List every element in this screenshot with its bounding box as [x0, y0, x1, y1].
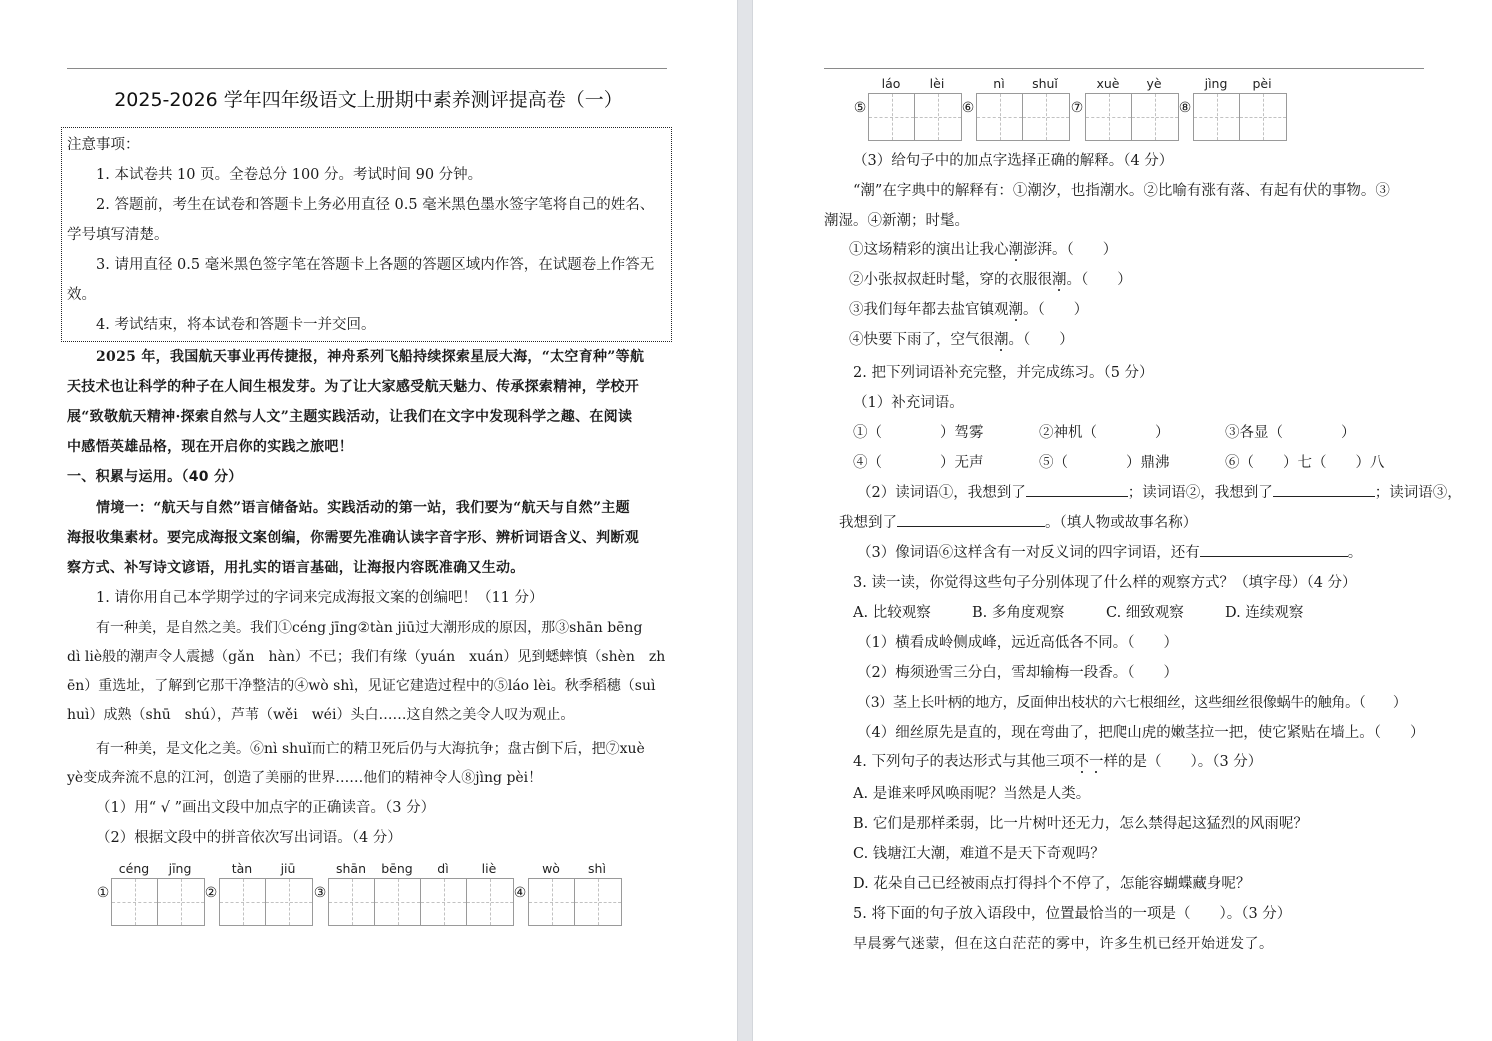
pinyin-label: jiū: [280, 861, 296, 876]
writing-grid[interactable]: [219, 878, 313, 926]
passage-line: yè变成奔流不息的江河，创造了美丽的世界……他们的精神令人⑧jìng pèi！: [67, 770, 543, 786]
notice-item: 效。: [67, 287, 96, 303]
sentence-item: [849, 270, 1132, 290]
emphasized-char: 潮: [994, 332, 1009, 348]
passage-line: 有一种美，是文化之美。⑥nì shuǐ而亡的精卫死后仍与大海抗争；盘古倒下后，把⑦xuè: [96, 741, 645, 757]
question-3-stem: 3. 读一读，你觉得这些句子分别体现了什么样的观察方式？（填字母）（4 分）: [853, 575, 1357, 591]
intro-line: 中感悟英雄品格，现在开启你的实践之旅吧！: [67, 439, 353, 455]
observation-item: （2）梅须逊雪三分白，雪却输梅一段香。（ ）: [857, 665, 1178, 681]
option-item: A. 比较观察: [853, 605, 931, 621]
emphasized-char: 一: [1088, 754, 1104, 770]
pinyin-label: lèi: [929, 76, 945, 91]
question-2-sub2: [857, 483, 1462, 503]
pinyin-label: jīng: [168, 861, 192, 876]
definition-line: “潮”在字典中的解释有：①潮汐，也指潮水。②比喻有涨有落、有起有伏的事物。③: [853, 183, 1390, 199]
writing-grid[interactable]: [111, 878, 205, 926]
notice-item: 2. 答题前，考生在试卷和答题卡上务必用直径 0.5 毫米黑色墨水签字笔将自己的姓名、: [96, 197, 655, 213]
header-rule: [824, 68, 1424, 69]
context-line: 察方式、补写诗文谚语，用扎实的语言基础，让海报内容既准确又生动。: [67, 560, 525, 576]
stem-text: 样的是（ ）。（3 分）: [1103, 754, 1263, 770]
grid-number: ⑧: [1178, 100, 1192, 116]
sentence-text: ②小张叔叔赶时髦，穿的衣服很: [849, 272, 1052, 288]
header-rule: [67, 68, 667, 69]
writing-grid[interactable]: [1085, 93, 1179, 141]
question-1-sub3: （3）给句子中的加点字选择正确的解释。（4 分）: [853, 153, 1174, 169]
notice-heading: 注意事项：: [67, 137, 140, 153]
question-1-sub1: （1）用“ √ ”画出文段中加点字的正确读音。（3 分）: [96, 800, 436, 816]
choice-item: C. 钱塘江大潮，难道不是天下奇观吗？: [853, 846, 1105, 862]
sentence-item: [849, 330, 1074, 350]
idiom-item[interactable]: ⑥（ ）七（ ）八: [1225, 455, 1385, 471]
sub-text: （2）读词语①，我想到了: [857, 485, 1026, 501]
idiom-item[interactable]: ③各显（ ）: [1225, 425, 1356, 441]
question-2-sub3: [857, 543, 1362, 563]
option-item: B. 多角度观察: [972, 605, 1065, 621]
pinyin-label: yè: [1146, 76, 1162, 91]
emphasized-char: 潮: [1008, 242, 1023, 258]
answer-blank[interactable]: 。（ ）: [1008, 332, 1074, 348]
page-left: [0, 0, 737, 1041]
sub-text: 。（填人物或故事名称）: [1045, 515, 1198, 531]
choice-item: A. 是谁来呼风唤雨呢？当然是人类。: [853, 786, 1091, 802]
question-1-stem: 1. 请你用自己本学期学过的字词来完成海报文案的创编吧！（11 分）: [96, 590, 544, 606]
question-1-sub2: （2）根据文段中的拼音依次写出词语。（4 分）: [96, 830, 402, 846]
grid-number: ①: [96, 885, 110, 901]
grid-number: ⑤: [853, 100, 867, 116]
sub-text: 。: [1347, 545, 1363, 561]
notice-item: 学号填写清楚。: [67, 227, 169, 243]
emphasized-char: 潮: [1052, 272, 1067, 288]
pinyin-label: tàn: [231, 861, 253, 876]
passage-line: ēn）重选址，了解到它那干净整洁的④wò shì，见证它建造过程中的⑤láo lèi。秋季稻穗（suì: [67, 678, 656, 694]
pinyin-label: jìng: [1204, 76, 1228, 91]
answer-blank[interactable]: 。（ ）: [1066, 272, 1132, 288]
idiom-item[interactable]: ①（ ）驾雾: [853, 425, 984, 441]
question-2-sub2-cont: [839, 513, 1197, 533]
grid-number: ②: [204, 885, 218, 901]
observation-item: （3）茎上长叶柄的地方，反面伸出枝状的六七根细丝，这些细丝很像蜗牛的触角。（ ）: [857, 695, 1407, 711]
intro-line: 展“致敬航天精神·探索自然与人文”主题实践活动，让我们在文字中发现科学之趣、在阅读: [67, 409, 633, 425]
question-5-stem: 5. 将下面的句子放入语段中，位置最恰当的一项是（ ）。（3 分）: [853, 906, 1292, 922]
pinyin-label: céng: [118, 861, 150, 876]
pinyin-label: dì: [437, 861, 449, 876]
writing-grid[interactable]: [976, 93, 1070, 141]
pinyin-label: nì: [993, 76, 1005, 91]
pinyin-label: wò: [542, 861, 560, 876]
idiom-item[interactable]: ⑤（ ）鼎沸: [1039, 455, 1170, 471]
context-line: 海报收集素材。要完成海报文案创编，你需要先准确认读字音字形、辨析词语含义、判断观: [67, 530, 639, 546]
sentence-item: [849, 300, 1088, 320]
answer-blank[interactable]: 澎湃。（ ）: [1023, 242, 1118, 258]
page-right: [753, 0, 1492, 1041]
sentence-text: ①这场精彩的演出让我心: [849, 242, 1009, 258]
emphasized-char: 不: [1074, 754, 1089, 770]
grid-number: ⑦: [1070, 100, 1084, 116]
notice-item: 3. 请用直径 0.5 毫米黑色签字笔在答题卡上各题的答题区域内作答，在试题卷上作答无: [96, 257, 655, 273]
grid-number: ⑥: [961, 100, 975, 116]
writing-grid[interactable]: [328, 878, 514, 926]
option-item: D. 连续观察: [1225, 605, 1304, 621]
pinyin-label: pèi: [1252, 76, 1272, 91]
document-title: 2025-2026 学年四年级语文上册期中素养测评提高卷（一）: [114, 89, 623, 111]
choice-item: B. 它们是那样柔弱，比一片树叶还无力，怎么禁得起这猛烈的风雨呢？: [853, 816, 1308, 832]
grid-number: ④: [513, 885, 527, 901]
intro-line: 天技术也让科学的种子在人间生根发芽。为了让大家感受航天魅力、传承探索精神，学校开: [67, 379, 639, 395]
pinyin-label: shì: [588, 861, 606, 876]
fill-blank[interactable]: [1273, 483, 1375, 497]
observation-item: （1）横看成岭侧成峰，远近高低各不同。（ ）: [857, 635, 1178, 651]
fill-blank[interactable]: [1026, 483, 1128, 497]
grid-number: ③: [313, 885, 327, 901]
page-gutter: [737, 0, 753, 1041]
sentence-text: ③我们每年都去盐官镇观: [849, 302, 1009, 318]
context-line: 情境一：“航天与自然”语言储备站。实践活动的第一站，我们要为“航天与自然”主题: [96, 500, 630, 516]
choice-item: D. 花朵自己已经被雨点打得抖个不停了，怎能容蝴蝶藏身呢？: [853, 876, 1251, 892]
notice-item: 1. 本试卷共 10 页。全卷总分 100 分。考试时间 90 分钟。: [96, 167, 483, 183]
pinyin-label: láo: [881, 76, 901, 91]
sentence-text: ④快要下雨了，空气很: [849, 332, 994, 348]
fill-blank[interactable]: [897, 513, 1045, 527]
question-5-sentence: 早晨雾气迷蒙，但在这白茫茫的雾中，许多生机已经开始迸发了。: [853, 936, 1274, 952]
question-2-sub1: （1）补充词语。: [853, 395, 964, 411]
pinyin-label: liè: [481, 861, 497, 876]
sub-text: 我想到了: [839, 515, 897, 531]
passage-line: huì）成熟（shū shú），芦苇（wěi wéi）头白……这自然之美令人叹为观止。: [67, 707, 575, 723]
answer-blank[interactable]: 。（ ）: [1023, 302, 1089, 318]
sub-text: （3）像词语⑥这样含有一对反义词的四字词语，还有: [857, 545, 1200, 561]
question-2-stem: 2. 把下列词语补充完整，并完成练习。（5 分）: [853, 365, 1154, 381]
writing-grid[interactable]: [1193, 93, 1287, 141]
pinyin-label: xuè: [1096, 76, 1120, 91]
stem-text: 4. 下列句子的表达形式与其他三项: [853, 754, 1075, 770]
option-item: C. 细致观察: [1106, 605, 1184, 621]
emphasized-char: 潮: [1008, 302, 1023, 318]
idiom-item[interactable]: ④（ ）无声: [853, 455, 984, 471]
intro-line: 2025 年，我国航天事业再传捷报，神舟系列飞船持续探索星辰大海，“太空育种”等航: [96, 349, 645, 365]
section-heading: 一、积累与运用。（40 分）: [67, 469, 243, 485]
passage-line: dì liè般的潮声令人震撼（gǎn hàn）不已；我们有缘（yuán xuán）见到蟋蟀慎（shèn zh: [67, 649, 666, 665]
writing-grid[interactable]: [868, 93, 962, 141]
sub-text: ；读词语②，我想到了: [1127, 485, 1273, 501]
observation-item: （4）细丝原先是直的，现在弯曲了，把爬山虎的嫩茎拉一把，使它紧贴在墙上。（ ）: [857, 725, 1425, 741]
pinyin-label: shān: [335, 861, 367, 876]
writing-grid[interactable]: [528, 878, 622, 926]
fill-blank[interactable]: [1200, 543, 1348, 557]
sentence-item: [849, 240, 1117, 260]
pinyin-label: bēng: [381, 861, 413, 876]
notice-item: 4. 考试结束，将本试卷和答题卡一并交回。: [96, 317, 376, 333]
pinyin-label: shuǐ: [1032, 76, 1058, 91]
definition-line: 潮湿。④新潮；时髦。: [824, 213, 969, 229]
sub-text: ；读词语③，: [1374, 485, 1462, 501]
idiom-item[interactable]: ②神机（ ）: [1039, 425, 1170, 441]
passage-line: 有一种美，是自然之美。我们①céng jīng②tàn jiū过大潮形成的原因，那③shān bēng: [96, 620, 643, 636]
question-4-stem: [853, 752, 1262, 772]
